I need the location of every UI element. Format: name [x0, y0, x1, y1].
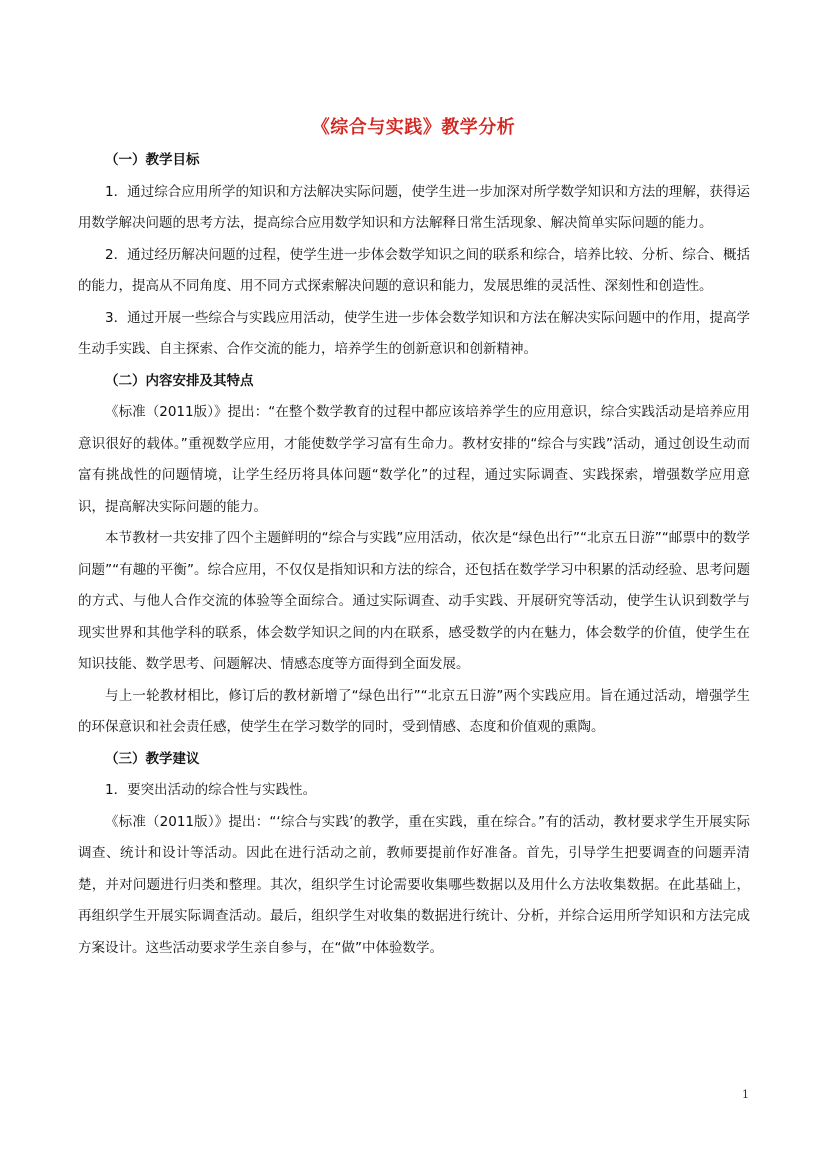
document-body [78, 145, 750, 964]
page-number: 1 [742, 1088, 749, 1101]
paragraph: 《标准（2011版）》提出：“在整个数学教育的过程中都应该培养学生的应用意识，综合实践活动是培养应用意识很好的载体。”重视数学应用，才能使数学学习富有生命力。教材安排的“综合与实践”活动，通过创设生动而富有挑战性的问题情境，让学生经历将具体问题“数学化”的过程，通过实际调查、实践探索，增强数学应用意识，提高解决实际问题的能力。 [78, 404, 750, 515]
section-heading-objectives: （一）教学目标 [105, 152, 200, 168]
paragraph: 1．要突出活动的综合性与实践性。 [105, 782, 317, 798]
paragraph: 1．通过综合应用所学的知识和方法解决实际问题，使学生进一步加深对所学数学知识和方法的理解，获得运用数学解决问题的思考方法，提高综合应用数学知识和方法解释日常生活现象、解决简单实际问题的能力。 [78, 183, 750, 231]
document-title: 《综合与实践》教学分析 [311, 117, 516, 138]
paragraph: 与上一轮教材相比，修订后的教材新增了“绿色出行”“北京五日游”两个实践应用。旨在通过活动，增强学生的环保意识和社会责任感，使学生在学习数学的同时，受到情感、态度和价值观的熏陶。 [78, 687, 750, 735]
paragraph: 3．通过开展一些综合与实践应用活动，使学生进一步体会数学知识和方法在解决实际问题中的作用，提高学生动手实践、自主探索、合作交流的能力，培养学生的创新意识和创新精神。 [78, 309, 750, 357]
section-heading-content: （二）内容安排及其特点 [105, 372, 254, 389]
paragraph: 本节教材一共安排了四个主题鲜明的“综合与实践”应用活动，依次是“绿色出行”“北京五日游”“邮票中的数学问题”“有趣的平衡”。综合应用，不仅仅是指知识和方法的综合，还包括在数学学习中积累的活动经验、思考问题的方式、与他人合作交流的体验等全面综合。通过实际调查、动手实践、开展研究等活动，使学生认识到数学与现实世界和其他学科的联系，体会数学知识之间的内在联系，感受数学的内在魅力，体会数学的价值，使学生在知识技能、数学思考、问题解决、情感态度等方面得到全面发展。 [78, 530, 750, 672]
paragraph: 2．通过经历解决问题的过程，使学生进一步体会数学知识之间的联系和综合，培养比较、分析、综合、概括的能力，提高从不同角度、用不同方式探索解决问题的意识和能力，发展思维的灵活性、深刻性和创造性。 [78, 246, 750, 294]
paragraph: 《标准（2011版）》提出：“‘综合与实践’的教学，重在实践，重在综合。”有的活动，教材要求学生开展实际调查、统计和设计等活动。因此在进行活动之前，教师要提前作好准备。首先，引导学生把要调查的问题弄清楚，并对问题进行归类和整理。其次，组织学生讨论需要收集哪些数据以及用什么方法收集数据。在此基础上，再组织学生开展实际调查活动。最后，组织学生对收集的数据进行统计、分析，并综合运用所学知识和方法完成方案设计。这些活动要求学生亲自参与，在“做”中体验数学。 [78, 813, 750, 956]
section-heading-suggestions: （三）教学建议 [105, 750, 200, 767]
